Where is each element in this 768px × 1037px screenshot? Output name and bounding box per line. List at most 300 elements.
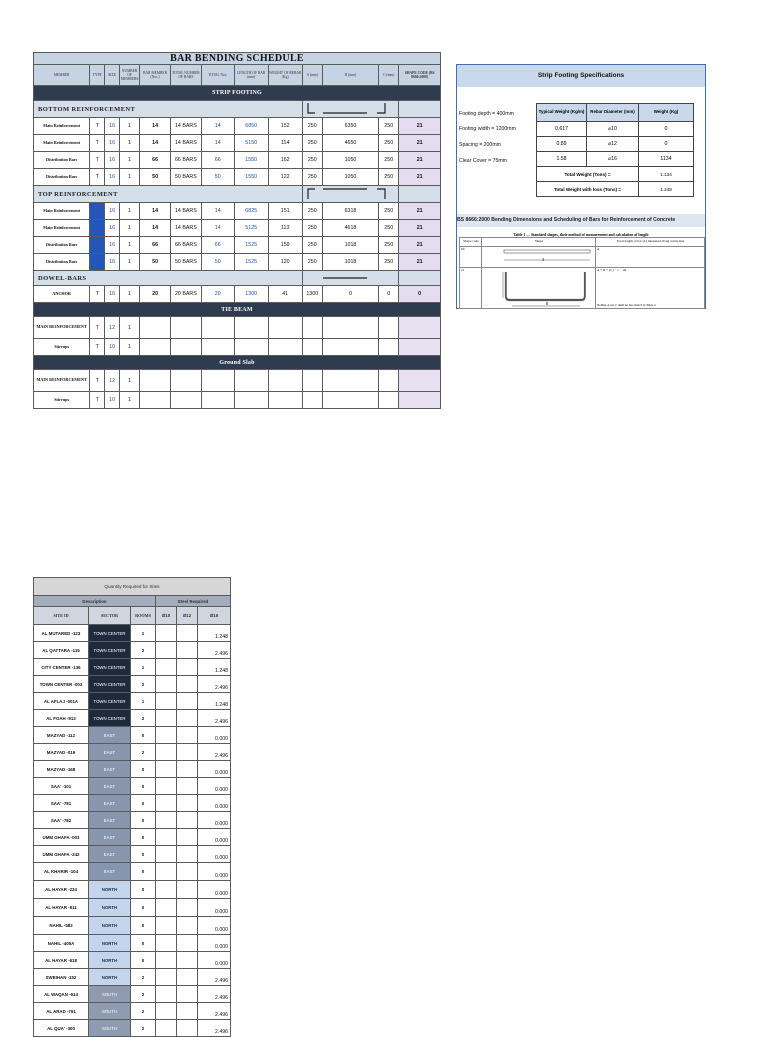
bs-8666-heading: BS 8666:2000 Bending Dimensions and Scheduling of Bars for Reinforcement of Concrete: [457, 214, 705, 227]
total-nos-cell: 50: [201, 169, 234, 186]
total-bars-cell: 50 BARS: [170, 254, 201, 271]
rebar-weight: 1134: [639, 152, 694, 167]
site-id-cell: AL KHARIR -104: [34, 863, 89, 881]
steel-10-cell: [156, 727, 177, 744]
site-id-cell: AL QUA' -300: [34, 1020, 89, 1037]
size-cell: 12: [105, 317, 120, 339]
table-row: [34, 863, 231, 881]
members-cell: 1: [120, 220, 140, 237]
steel-10-cell: [156, 812, 177, 829]
member-cell: Main Reinforcement: [34, 118, 90, 135]
shape-code-cell: 21: [399, 237, 441, 254]
steel-12-cell: [177, 1003, 198, 1020]
sector-cell: EAST: [89, 795, 131, 812]
steel-12-cell: [177, 846, 198, 863]
member-cell: ANCHOR: [34, 286, 90, 303]
empty-cell: [140, 370, 171, 392]
type-cell: T: [90, 237, 105, 254]
size-cell: 16: [105, 169, 120, 186]
weight-cell: 151: [268, 203, 302, 220]
rooms-cell: 0: [131, 881, 156, 899]
steel-16-cell: 2.496: [198, 1003, 231, 1020]
steel-10-cell: [156, 744, 177, 761]
steel-16-cell: 0.000: [198, 935, 231, 952]
empty-cell: [268, 317, 302, 339]
member-cell: MAIN REINFORCEMENT: [34, 370, 90, 392]
steel-10-cell: [156, 829, 177, 846]
table-row: [34, 642, 231, 659]
dim-b-cell: 1018: [322, 237, 378, 254]
rooms-cell: 0: [131, 727, 156, 744]
type-cell: T: [90, 370, 105, 392]
site-id-cell: AL HAYAR -618: [34, 952, 89, 969]
dim-a-cell: 250: [302, 237, 322, 254]
empty-cell: [268, 392, 302, 409]
rooms-cell: 0: [131, 917, 156, 935]
table-row: [34, 1020, 231, 1037]
steel-16-cell: 0.000: [198, 881, 231, 899]
table-row: [34, 795, 231, 812]
members-cell: 1: [120, 254, 140, 271]
steel-16-cell: 0.000: [198, 863, 231, 881]
steel-12-cell: [177, 795, 198, 812]
total-nos-cell: 66: [201, 237, 234, 254]
member-cell: MAIN REINFORCEMENT: [34, 317, 90, 339]
bars-per-member-cell: 50: [140, 169, 171, 186]
site-id-cell: AL HAYAR -511: [34, 899, 89, 917]
footing-spacing: Spacing = 200mm: [459, 142, 501, 148]
steel-16-cell: 0.000: [198, 899, 231, 917]
site-id-cell: SAA' -782: [34, 812, 89, 829]
sector-cell: NORTH: [89, 881, 131, 899]
table-row: [34, 625, 231, 642]
steel-12-cell: [177, 676, 198, 693]
dim-a-cell: 1300: [302, 286, 322, 303]
member-cell: Stirrups: [34, 392, 90, 409]
schedule-row: [34, 254, 441, 271]
steel-12-cell: [177, 986, 198, 1003]
empty-cell: [322, 370, 378, 392]
steel-16-cell: 2.496: [198, 676, 231, 693]
weight-cell: 122: [268, 169, 302, 186]
steel-12-cell: [177, 744, 198, 761]
type-cell: T: [90, 203, 105, 220]
shape-code-cell: [399, 317, 441, 339]
member-cell: Stirrups: [34, 339, 90, 356]
total-nos-cell: 66: [201, 152, 234, 169]
site-id-cell: SAA' -101: [34, 778, 89, 795]
site-id-cell: NAHIL -405A: [34, 935, 89, 952]
steel-16-cell: 2.496: [198, 710, 231, 727]
steel-12-cell: [177, 625, 198, 642]
member-cell: Distribution Bars: [34, 169, 90, 186]
empty-cell: [234, 392, 268, 409]
total-nos-cell: 14: [201, 135, 234, 152]
steel-10-cell: [156, 693, 177, 710]
total-bars-cell: 14 BARS: [170, 118, 201, 135]
sector-cell: EAST: [89, 744, 131, 761]
strip-footing-title: Strip Footing Specifications: [457, 65, 705, 87]
dim-b-cell: 4618: [322, 220, 378, 237]
size-cell: 16: [105, 220, 120, 237]
sector-cell: NORTH: [89, 935, 131, 952]
total-bars-cell: 14 BARS: [170, 203, 201, 220]
steel-12-cell: [177, 727, 198, 744]
schedule-row: [34, 286, 441, 303]
table-row: [34, 659, 231, 676]
steel-10-cell: [156, 863, 177, 881]
sector-cell: SOUTH: [89, 1020, 131, 1037]
site-id-cell: TOWN CENTER -003: [34, 676, 89, 693]
total-weight-value: 1.134: [639, 167, 694, 182]
length-cell: 5150: [234, 135, 268, 152]
table-row: [34, 761, 231, 778]
rooms-cell: 2: [131, 1003, 156, 1020]
empty-cell: [322, 392, 378, 409]
empty-cell: [201, 317, 234, 339]
weight-cell: 162: [268, 152, 302, 169]
column-header: TOTAL Nos.: [201, 65, 234, 86]
bars-per-member-cell: 14: [140, 135, 171, 152]
total-nos-cell: 14: [201, 220, 234, 237]
empty-cell: [170, 339, 201, 356]
dim-b-cell: 0: [322, 286, 378, 303]
empty-cell: [302, 370, 322, 392]
column-header: TYPE: [90, 65, 105, 86]
shape-note: Neither A nor C shall be less than P in Table 2: [597, 303, 656, 307]
steel-16-cell: 0.000: [198, 829, 231, 846]
size-cell: 16: [105, 254, 120, 271]
members-cell: 1: [120, 237, 140, 254]
empty-cell: [140, 392, 171, 409]
rooms-cell: 2: [131, 986, 156, 1003]
rebar-diameter: ⌀16: [587, 152, 639, 167]
dim-b-cell: 6350: [322, 118, 378, 135]
table-row: [34, 952, 231, 969]
bar-bending-schedule-table: [33, 52, 441, 409]
size-cell: 10: [105, 392, 120, 409]
steel-10-cell: [156, 778, 177, 795]
sector-cell: NORTH: [89, 952, 131, 969]
quantity-title: Quantity Required for Sites: [34, 578, 231, 596]
steel-16-cell: 2.496: [198, 1020, 231, 1037]
steel-12-cell: [177, 952, 198, 969]
steel-16-cell: 0.000: [198, 727, 231, 744]
length-formula: A: [596, 247, 705, 268]
size-cell: 16: [105, 286, 120, 303]
site-id-cell: MAZYAD -112: [34, 727, 89, 744]
rooms-cell: 2: [131, 642, 156, 659]
total-weight-label: Total Weight (Tons) =: [537, 167, 639, 182]
column-header: SITE ID: [34, 607, 89, 625]
steel-12-cell: [177, 812, 198, 829]
sector-cell: EAST: [89, 727, 131, 744]
steel-16-cell: 1.248: [198, 659, 231, 676]
dim-a-cell: 250: [302, 118, 322, 135]
footing-depth: Footing depth = 400mm: [459, 111, 514, 117]
size-cell: 16: [105, 118, 120, 135]
type-cell: T: [90, 169, 105, 186]
dim-b-cell: 6318: [322, 203, 378, 220]
column-header: Typical Weight (Kg/m): [537, 104, 587, 122]
dim-b-cell: 1018: [322, 254, 378, 271]
length-formula: A + B + (C) − r − 2d: [597, 268, 627, 272]
type-cell: T: [90, 220, 105, 237]
footing-clear-cover: Clear Cover = 75mm: [459, 158, 507, 164]
rooms-cell: 1: [131, 625, 156, 642]
schedule-row: [34, 339, 441, 356]
site-id-cell: SWEIHAN -152: [34, 969, 89, 986]
empty-cell: [170, 370, 201, 392]
rooms-cell: 0: [131, 899, 156, 917]
rooms-cell: 2: [131, 744, 156, 761]
column-header: Ø12: [177, 607, 198, 625]
column-header: Ø10: [156, 607, 177, 625]
steel-16-cell: 2.496: [198, 744, 231, 761]
dimension-label: B: [546, 302, 549, 306]
table-row: [34, 935, 231, 952]
weight-cell: 41: [268, 286, 302, 303]
length-cell: 1550: [234, 169, 268, 186]
weight-cell: 113: [268, 220, 302, 237]
members-cell: 1: [120, 169, 140, 186]
rooms-cell: 0: [131, 795, 156, 812]
column-header: A (mm): [302, 65, 322, 86]
steel-16-cell: 2.496: [198, 642, 231, 659]
table-row: [34, 727, 231, 744]
rooms-cell: 2: [131, 1020, 156, 1037]
site-id-cell: AL MUTARED -123: [34, 625, 89, 642]
sector-cell: NORTH: [89, 969, 131, 986]
sector-cell: EAST: [89, 778, 131, 795]
steel-12-cell: [177, 659, 198, 676]
column-header: C (mm): [379, 65, 399, 86]
sector-cell: EAST: [89, 846, 131, 863]
table-row: [34, 969, 231, 986]
shape-code-cell: 21: [399, 169, 441, 186]
member-cell: Main Reinforcement: [34, 220, 90, 237]
members-cell: 1: [120, 339, 140, 356]
schedule-row: [34, 135, 441, 152]
steel-10-cell: [156, 795, 177, 812]
empty-cell: [379, 370, 399, 392]
column-header: ROOMS: [131, 607, 156, 625]
shape-code-21-inverted-icon: [302, 186, 399, 203]
steel-12-cell: [177, 935, 198, 952]
column-header: SIZE: [105, 65, 120, 86]
steel-12-cell: [177, 710, 198, 727]
size-cell: 10: [105, 339, 120, 356]
bars-per-member-cell: 14: [140, 220, 171, 237]
shape-code-cell: 21: [399, 254, 441, 271]
schedule-row: [34, 220, 441, 237]
steel-12-cell: [177, 1020, 198, 1037]
dim-b-cell: 1050: [322, 152, 378, 169]
dim-a-cell: 250: [302, 152, 322, 169]
empty-cell: [302, 392, 322, 409]
rebar-diameter: ⌀10: [587, 122, 639, 137]
steel-16-cell: 0.000: [198, 917, 231, 935]
sector-cell: EAST: [89, 761, 131, 778]
sector-cell: TOWN CENTER: [89, 625, 131, 642]
steel-10-cell: [156, 761, 177, 778]
empty-cell: [234, 317, 268, 339]
dowel-bars-label: DOWEL-BARS: [34, 271, 303, 286]
total-nos-cell: 20: [201, 286, 234, 303]
sector-cell: NORTH: [89, 899, 131, 917]
steel-12-cell: [177, 863, 198, 881]
shape-21-diagram: [482, 268, 596, 309]
table-row: [34, 812, 231, 829]
site-id-cell: AL WAQAN -614: [34, 986, 89, 1003]
type-cell: T: [90, 392, 105, 409]
dim-b-cell: 1050: [322, 169, 378, 186]
ground-slab-band: Ground Slab: [34, 356, 441, 370]
steel-12-cell: [177, 778, 198, 795]
steel-10-cell: [156, 625, 177, 642]
members-cell: 1: [120, 392, 140, 409]
schedule-row: [34, 237, 441, 254]
site-id-cell: UMM GHAFA -003: [34, 829, 89, 846]
total-nos-cell: 50: [201, 254, 234, 271]
bars-per-member-cell: 14: [140, 118, 171, 135]
steel-10-cell: [156, 952, 177, 969]
type-cell: T: [90, 118, 105, 135]
type-cell: T: [90, 135, 105, 152]
member-cell: Main Reinforcement: [34, 135, 90, 152]
steel-12-cell: [177, 899, 198, 917]
sector-cell: SOUTH: [89, 1003, 131, 1020]
empty-cell: [234, 339, 268, 356]
dim-a-cell: 250: [302, 169, 322, 186]
empty-cell: [201, 339, 234, 356]
site-id-cell: AL AFLAJ -001A: [34, 693, 89, 710]
rebar-weight: 0: [639, 137, 694, 152]
rooms-cell: 0: [131, 761, 156, 778]
length-cell: 1525: [234, 237, 268, 254]
shape-code-cell: 0: [399, 286, 441, 303]
sector-cell: EAST: [89, 829, 131, 846]
site-id-cell: MAZYAD -168: [34, 761, 89, 778]
length-cell: 6825: [234, 203, 268, 220]
members-cell: 1: [120, 203, 140, 220]
column-header: SHAPE CODE (BS 8666:2000): [399, 65, 441, 86]
total-nos-cell: 14: [201, 203, 234, 220]
column-header: Ø16: [198, 607, 231, 625]
site-id-cell: AL HAYAR -234: [34, 881, 89, 899]
steel-10-cell: [156, 846, 177, 863]
steel-10-cell: [156, 881, 177, 899]
members-cell: 1: [120, 317, 140, 339]
empty-cell: [201, 370, 234, 392]
table-row: [34, 693, 231, 710]
bars-per-member-cell: 50: [140, 254, 171, 271]
steel-10-cell: [156, 899, 177, 917]
total-bars-cell: 14 BARS: [170, 135, 201, 152]
site-id-cell: NAHIL -582: [34, 917, 89, 935]
steel-16-cell: 0.000: [198, 846, 231, 863]
strip-footing-band: STRIP FOOTING: [34, 86, 441, 101]
steel-10-cell: [156, 710, 177, 727]
empty-cell: [379, 339, 399, 356]
dim-c-cell: 250: [379, 254, 399, 271]
empty-cell: [170, 317, 201, 339]
shape-code-21-icon: [302, 101, 399, 118]
sector-cell: TOWN CENTER: [89, 676, 131, 693]
shape-00-diagram: [482, 247, 596, 268]
table-row: [34, 986, 231, 1003]
rooms-cell: 0: [131, 812, 156, 829]
site-id-cell: MAZYAD -019: [34, 744, 89, 761]
steel-16-cell: 2.496: [198, 969, 231, 986]
bs-shape-table: [459, 237, 705, 309]
schedule-title: BAR BENDING SCHEDULE: [34, 53, 441, 65]
steel-10-cell: [156, 1020, 177, 1037]
empty-cell: [268, 370, 302, 392]
empty-cell: [302, 339, 322, 356]
dim-c-cell: 250: [379, 220, 399, 237]
sector-cell: EAST: [89, 812, 131, 829]
rebar-diameter: ⌀12: [587, 137, 639, 152]
steel-12-cell: [177, 829, 198, 846]
length-cell: 1550: [234, 152, 268, 169]
empty-cell: [234, 370, 268, 392]
dim-c-cell: 250: [379, 203, 399, 220]
site-id-cell: AL FOAH -913: [34, 710, 89, 727]
steel-10-cell: [156, 659, 177, 676]
steel-10-cell: [156, 676, 177, 693]
typical-weight: 0.617: [537, 122, 587, 137]
rooms-cell: 0: [131, 863, 156, 881]
column-header: WEIGHT OF REBAR (Kg): [268, 65, 302, 86]
shape-code-cell: [399, 370, 441, 392]
dim-c-cell: 250: [379, 135, 399, 152]
members-cell: 1: [120, 118, 140, 135]
table-row: [34, 899, 231, 917]
empty-cell: [140, 339, 171, 356]
bars-per-member-cell: 66: [140, 237, 171, 254]
column-header: BAR MEMBER (Nos.): [140, 65, 171, 86]
rooms-cell: 0: [131, 778, 156, 795]
total-bars-cell: 66 BARS: [170, 237, 201, 254]
total-weight-loss-value: 1.248: [639, 182, 694, 197]
schedule-row: [34, 370, 441, 392]
members-cell: 1: [120, 152, 140, 169]
column-header: Rebar Diameter (mm): [587, 104, 639, 122]
size-cell: 16: [105, 152, 120, 169]
weight-cell: 159: [268, 237, 302, 254]
site-id-cell: AL ARAD -761: [34, 1003, 89, 1020]
site-id-cell: UMM GHAFA -242: [34, 846, 89, 863]
column-header: Shape code: [460, 238, 482, 247]
steel-12-cell: [177, 917, 198, 935]
steel-16-cell: 0.000: [198, 778, 231, 795]
total-bars-cell: 20 BARS: [170, 286, 201, 303]
column-header: Weight (Kg): [639, 104, 694, 122]
steel-10-cell: [156, 969, 177, 986]
sector-cell: NORTH: [89, 917, 131, 935]
steel-16-cell: 0.000: [198, 952, 231, 969]
length-cell: 5125: [234, 220, 268, 237]
shape-code-cell: 21: [399, 118, 441, 135]
size-cell: 12: [105, 370, 120, 392]
dim-a-cell: 250: [302, 220, 322, 237]
table-row: [34, 917, 231, 935]
column-header: TOTAL NUMBER OF BARS: [170, 65, 201, 86]
table-row: [34, 744, 231, 761]
empty-cell: [140, 317, 171, 339]
steel-12-cell: [177, 761, 198, 778]
